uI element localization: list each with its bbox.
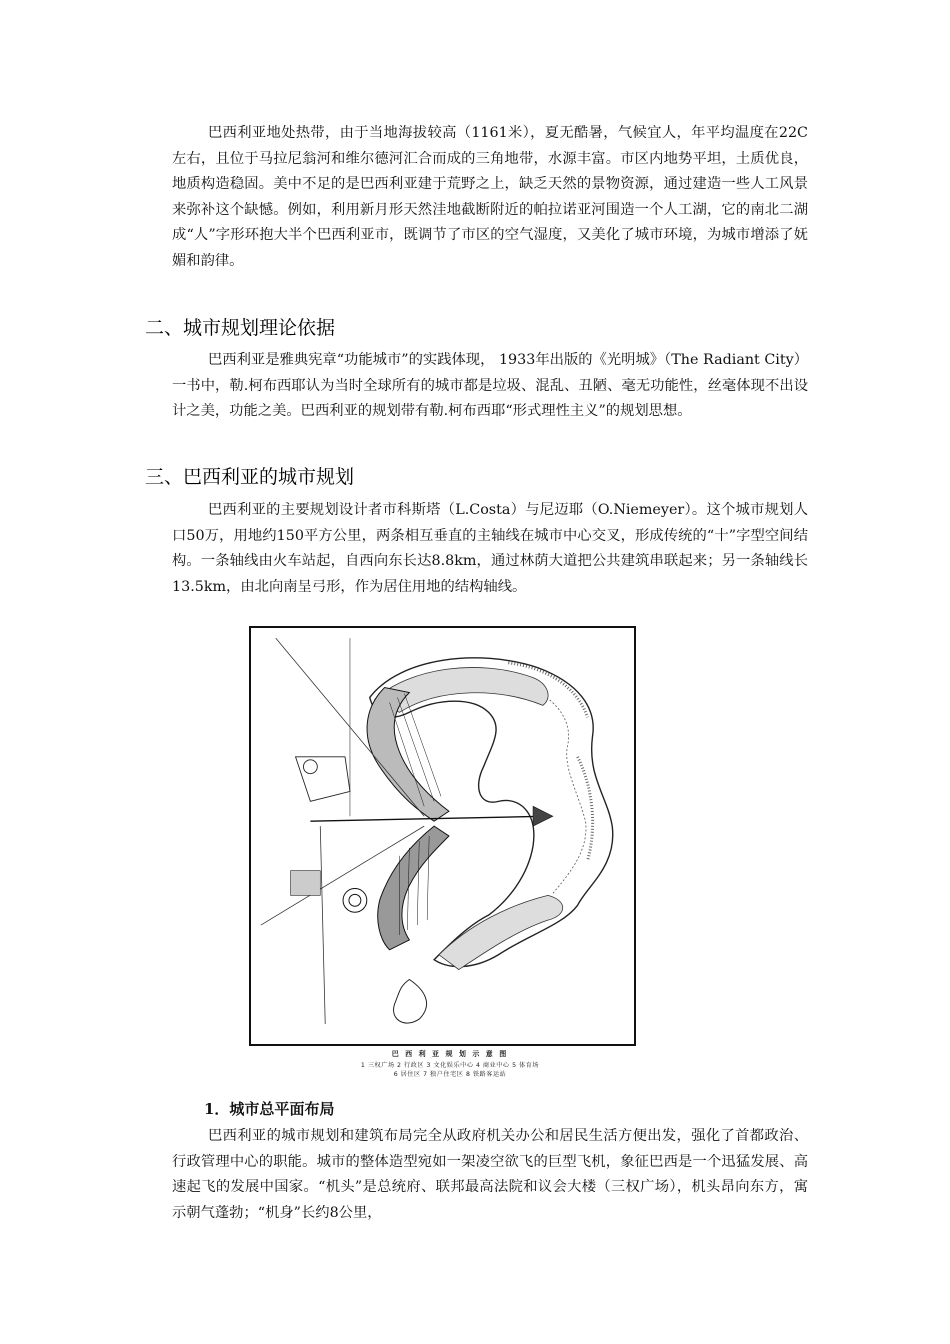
residential-wing-south <box>378 826 449 950</box>
paragraph-axes: 巴西利亚的主要规划设计者市科斯塔（L.Costa）与尼迈耶（O.Niemeyer）。这个城市规划人口50万，用地约150平方公里，两条相互垂直的主轴线在城市中心交叉，形成传统的“十”字型空间结构。一条轴线由火车站起，自西向东长达8.8km，通过林荫大道把公共建筑串联起来；另一条轴线长13.5km，由北向南呈弓形，作为居住用地的结构轴线。 <box>172 502 808 595</box>
brasilia-plan-map <box>249 626 636 1046</box>
figure-caption-title: 巴 西 利 亚 规 划 示 意 图 <box>391 1050 509 1058</box>
south-residential-zone <box>439 895 563 969</box>
south-peninsula <box>394 980 427 1024</box>
heading-brasilia-planning: 三、巴西利亚的城市规划 <box>145 466 355 488</box>
west-blocks <box>291 871 321 896</box>
three-powers-plaza <box>533 806 553 826</box>
stadium-spiral-outer <box>343 888 367 912</box>
stadium-spiral-inner <box>349 894 361 906</box>
lake-texture-east <box>578 757 593 861</box>
west-district <box>296 757 350 802</box>
heading-master-plan-layout: 1．城市总平面布局 <box>204 1100 335 1118</box>
railway-station-loop <box>303 760 317 774</box>
lake-inner-shore <box>399 679 586 893</box>
paragraph-theory: 巴西利亚是雅典宪章“功能城市”的实践体现， 1933年出版的《光明城》（The Radiant City）一书中，勒.柯布西耶认为当时全球所有的城市都是垃圾、混乱、丑陋、毫无功能性，丝毫体现不出设计之美，功能之美。巴西利亚的规划带有勒.柯布西耶“形式理性主义”的规划思想。 <box>172 352 808 419</box>
figure-legend-line-2: 6 居住区 7 独户住宅区 8 铁路客运站 <box>393 1071 507 1078</box>
paragraph-climate: 巴西利亚地处热带，由于当地海拔较高（1161米），夏无酷暑，气候宜人，年平均温度在22C左右，且位于马拉尼翁河和维尔德河汇合而成的三角地带，水源丰富。市区内地势平坦，土质优良，地质构造稳固。美中不足的是巴西利亚建于荒野之上，缺乏天然的景物资源，通过建造一些人工风景来弥补这个缺憾。例如，利用新月形天然洼地截断附近的帕拉诺亚河围造一个人工湖，它的南北二湖成“人”字形环抱大半个巴西利亚市，既调节了市区的空气湿度，又美化了城市环境，为城市增添了妩媚和韵律。 <box>172 125 808 269</box>
paragraph-layout: 巴西利亚的城市规划和建筑布局完全从政府机关办公和居民生活方便出发，强化了首都政治、行政管理中心的职能。城市的整体造型宛如一架凌空欲飞的巨型飞机，象征巴西是一个迅猛发展、高速起飞的发展中国家。“机头”是总统府、联邦最高法院和议会大楼（三权广场），机头昂向东方，寓示朝气蓬勃；“机身”长约8公里， <box>172 1128 808 1221</box>
north-residential-zone <box>375 667 548 712</box>
map-illustration <box>251 628 634 1044</box>
figure-legend-line-1: 1 三权广场 2 行政区 3 文化娱乐中心 4 商业中心 5 体育场 <box>360 1062 540 1069</box>
road-south <box>320 826 325 1024</box>
heading-planning-theory: 二、城市规划理论依据 <box>145 317 336 339</box>
